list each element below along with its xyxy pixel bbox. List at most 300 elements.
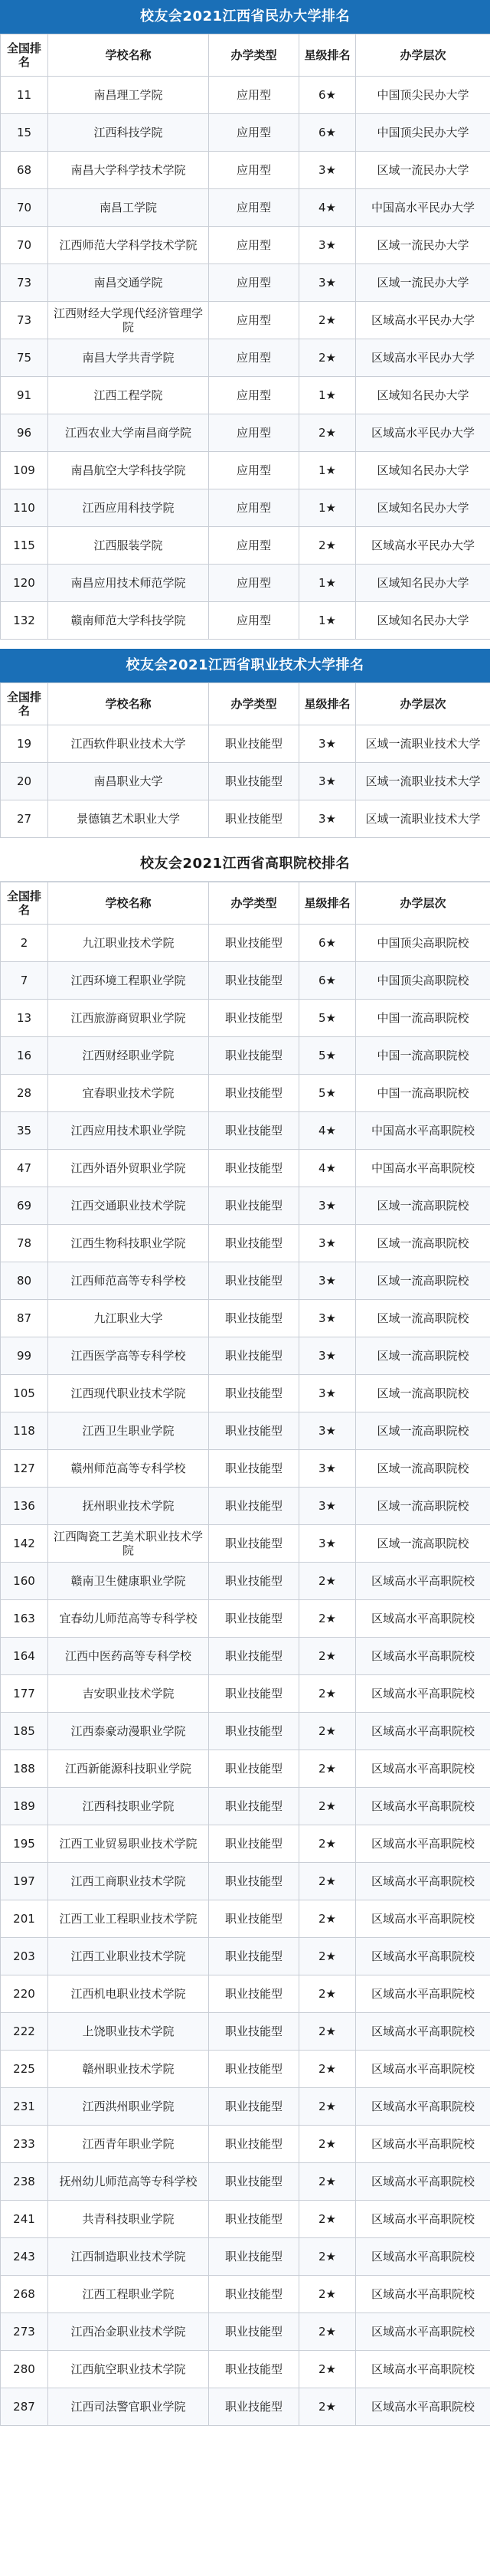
cell-type: 应用型: [209, 452, 299, 489]
header-rank: 全国排名: [1, 34, 48, 77]
cell-type: 职业技能型: [209, 2388, 299, 2426]
cell-school: 江西青年职业学院: [48, 2126, 209, 2163]
cell-level: 中国高水平高职院校: [356, 1150, 490, 1187]
cell-school: 宜春幼儿师范高等专科学校: [48, 1600, 209, 1638]
cell-rank: 115: [1, 527, 48, 565]
table-header-row: [1, 683, 490, 725]
cell-level: 中国顶尖民办大学: [356, 114, 490, 152]
cell-rank: 280: [1, 2351, 48, 2388]
cell-stars: 2★: [299, 2088, 356, 2126]
table-row: [1, 1375, 490, 1412]
cell-stars: 2★: [299, 1900, 356, 1938]
cell-type: 职业技能型: [209, 763, 299, 800]
cell-level: 区域知名民办大学: [356, 565, 490, 602]
cell-stars: 1★: [299, 602, 356, 640]
table-row: [1, 2238, 490, 2276]
cell-school: 江西陶瓷工艺美术职业技术学院: [48, 1525, 209, 1563]
cell-level: 区域一流高职院校: [356, 1262, 490, 1300]
table-row: [1, 2276, 490, 2313]
cell-type: 职业技能型: [209, 1863, 299, 1900]
table-row: [1, 1337, 490, 1375]
cell-stars: 3★: [299, 800, 356, 838]
cell-level: 区域高水平高职院校: [356, 2051, 490, 2088]
cell-rank: 16: [1, 1037, 48, 1075]
private-university-table: [0, 34, 490, 640]
cell-rank: 96: [1, 414, 48, 452]
cell-rank: 127: [1, 1450, 48, 1488]
cell-type: 职业技能型: [209, 1525, 299, 1563]
table-row: [1, 377, 490, 414]
cell-stars: 3★: [299, 1187, 356, 1225]
cell-rank: 241: [1, 2201, 48, 2238]
cell-level: 区域高水平高职院校: [356, 1975, 490, 2013]
cell-rank: 47: [1, 1150, 48, 1187]
cell-school: 江西应用技术职业学院: [48, 1112, 209, 1150]
cell-rank: 73: [1, 302, 48, 339]
cell-rank: 80: [1, 1262, 48, 1300]
cell-school: 江西财经大学现代经济管理学院: [48, 302, 209, 339]
cell-stars: 2★: [299, 2013, 356, 2051]
cell-school: 江西工商职业技术学院: [48, 1863, 209, 1900]
cell-stars: 2★: [299, 1863, 356, 1900]
cell-rank: 120: [1, 565, 48, 602]
cell-level: 区域一流高职院校: [356, 1225, 490, 1262]
cell-type: 职业技能型: [209, 1375, 299, 1412]
cell-level: 区域一流民办大学: [356, 227, 490, 264]
cell-type: 职业技能型: [209, 1337, 299, 1375]
table-row: [1, 189, 490, 227]
cell-rank: 75: [1, 339, 48, 377]
cell-school: 赣州师范高等专科学校: [48, 1450, 209, 1488]
cell-stars: 2★: [299, 2201, 356, 2238]
cell-school: 江西生物科技职业学院: [48, 1225, 209, 1262]
cell-rank: 105: [1, 1375, 48, 1412]
table-row: [1, 1713, 490, 1750]
cell-school: 江西工业工程职业技术学院: [48, 1900, 209, 1938]
cell-type: 应用型: [209, 77, 299, 114]
cell-level: 中国高水平高职院校: [356, 1112, 490, 1150]
table-row: [1, 1900, 490, 1938]
cell-type: 职业技能型: [209, 1412, 299, 1450]
cell-rank: 87: [1, 1300, 48, 1337]
cell-rank: 233: [1, 2126, 48, 2163]
cell-rank: 142: [1, 1525, 48, 1563]
cell-level: 区域高水平高职院校: [356, 1600, 490, 1638]
higher-vocational-section: [0, 847, 490, 2426]
table-row: [1, 1825, 490, 1863]
cell-level: 区域一流高职院校: [356, 1488, 490, 1525]
vocational-university-table: [0, 682, 490, 838]
cell-school: 江西工程学院: [48, 377, 209, 414]
header-rank: 全国排名: [1, 882, 48, 925]
cell-type: 职业技能型: [209, 1938, 299, 1975]
cell-rank: 69: [1, 1187, 48, 1225]
cell-type: 职业技能型: [209, 925, 299, 962]
cell-type: 职业技能型: [209, 2238, 299, 2276]
table-row: [1, 962, 490, 1000]
cell-stars: 4★: [299, 189, 356, 227]
cell-school: 宜春职业技术学院: [48, 1075, 209, 1112]
cell-school: 江西外语外贸职业学院: [48, 1150, 209, 1187]
cell-level: 区域高水平高职院校: [356, 1563, 490, 1600]
cell-stars: 1★: [299, 377, 356, 414]
table-row: [1, 414, 490, 452]
cell-stars: 1★: [299, 452, 356, 489]
cell-type: 职业技能型: [209, 2013, 299, 2051]
cell-stars: 2★: [299, 1750, 356, 1788]
table-row: [1, 1225, 490, 1262]
cell-type: 应用型: [209, 152, 299, 189]
cell-stars: 3★: [299, 1337, 356, 1375]
cell-rank: 27: [1, 800, 48, 838]
cell-level: 区域一流高职院校: [356, 1187, 490, 1225]
cell-type: 职业技能型: [209, 1825, 299, 1863]
cell-school: 共青科技职业学院: [48, 2201, 209, 2238]
cell-school: 江西软件职业技术大学: [48, 725, 209, 763]
table-header-row: [1, 34, 490, 77]
cell-type: 职业技能型: [209, 1750, 299, 1788]
cell-stars: 3★: [299, 1525, 356, 1563]
cell-rank: 109: [1, 452, 48, 489]
cell-type: 应用型: [209, 227, 299, 264]
cell-level: 区域高水平高职院校: [356, 2013, 490, 2051]
cell-type: 职业技能型: [209, 2126, 299, 2163]
table-row: [1, 1488, 490, 1525]
vocational-university-title: 校友会2021江西省职业技术大学排名: [0, 649, 490, 682]
cell-level: 区域一流职业技术大学: [356, 800, 490, 838]
cell-rank: 243: [1, 2238, 48, 2276]
cell-type: 职业技能型: [209, 1975, 299, 2013]
higher-vocational-table: [0, 882, 490, 2426]
cell-school: 江西科技职业学院: [48, 1788, 209, 1825]
table-row: [1, 2088, 490, 2126]
table-row: [1, 1938, 490, 1975]
cell-rank: 110: [1, 489, 48, 527]
header-school: 学校名称: [48, 882, 209, 925]
table-row: [1, 1112, 490, 1150]
cell-stars: 5★: [299, 1000, 356, 1037]
table-row: [1, 1600, 490, 1638]
cell-school: 南昌大学共青学院: [48, 339, 209, 377]
cell-rank: 189: [1, 1788, 48, 1825]
cell-type: 职业技能型: [209, 1262, 299, 1300]
cell-school: 南昌工学院: [48, 189, 209, 227]
cell-stars: 3★: [299, 1300, 356, 1337]
cell-rank: 19: [1, 725, 48, 763]
cell-rank: 220: [1, 1975, 48, 2013]
cell-type: 职业技能型: [209, 962, 299, 1000]
cell-rank: 20: [1, 763, 48, 800]
cell-school: 九江职业技术学院: [48, 925, 209, 962]
table-row: [1, 1412, 490, 1450]
cell-level: 区域高水平高职院校: [356, 1713, 490, 1750]
cell-rank: 268: [1, 2276, 48, 2313]
cell-stars: 2★: [299, 1638, 356, 1675]
cell-rank: 118: [1, 1412, 48, 1450]
cell-type: 职业技能型: [209, 1713, 299, 1750]
cell-stars: 3★: [299, 1225, 356, 1262]
cell-school: 南昌大学科学技术学院: [48, 152, 209, 189]
cell-rank: 164: [1, 1638, 48, 1675]
cell-stars: 2★: [299, 2313, 356, 2351]
cell-type: 职业技能型: [209, 1037, 299, 1075]
cell-stars: 2★: [299, 1825, 356, 1863]
cell-stars: 3★: [299, 1488, 356, 1525]
cell-level: 区域高水平高职院校: [356, 1863, 490, 1900]
cell-type: 应用型: [209, 565, 299, 602]
cell-rank: 70: [1, 227, 48, 264]
cell-school: 江西现代职业技术学院: [48, 1375, 209, 1412]
cell-stars: 2★: [299, 1675, 356, 1713]
cell-school: 江西工业职业技术学院: [48, 1938, 209, 1975]
table-row: [1, 1075, 490, 1112]
cell-type: 职业技能型: [209, 1225, 299, 1262]
vocational-university-rows: [1, 725, 490, 838]
cell-school: 江西泰豪动漫职业学院: [48, 1713, 209, 1750]
cell-rank: 15: [1, 114, 48, 152]
cell-rank: 231: [1, 2088, 48, 2126]
cell-stars: 3★: [299, 1412, 356, 1450]
cell-stars: 3★: [299, 264, 356, 302]
cell-rank: 11: [1, 77, 48, 114]
table-row: [1, 2201, 490, 2238]
cell-rank: 195: [1, 1825, 48, 1863]
cell-school: 江西交通职业技术学院: [48, 1187, 209, 1225]
cell-level: 区域高水平高职院校: [356, 2126, 490, 2163]
table-row: [1, 1037, 490, 1075]
cell-school: 江西农业大学南昌商学院: [48, 414, 209, 452]
cell-stars: 2★: [299, 1975, 356, 2013]
cell-school: 南昌应用技术师范学院: [48, 565, 209, 602]
table-row: [1, 1150, 490, 1187]
cell-type: 应用型: [209, 189, 299, 227]
cell-stars: 6★: [299, 925, 356, 962]
table-row: [1, 77, 490, 114]
table-header-row: [1, 882, 490, 925]
cell-stars: 2★: [299, 1600, 356, 1638]
table-row: [1, 2351, 490, 2388]
cell-type: 应用型: [209, 302, 299, 339]
cell-school: 抚州幼儿师范高等专科学校: [48, 2163, 209, 2201]
cell-level: 区域知名民办大学: [356, 489, 490, 527]
cell-level: 区域高水平高职院校: [356, 2201, 490, 2238]
cell-type: 职业技能型: [209, 2088, 299, 2126]
cell-level: 区域一流高职院校: [356, 1337, 490, 1375]
cell-type: 职业技能型: [209, 2051, 299, 2088]
cell-rank: 177: [1, 1675, 48, 1713]
header-type: 办学类型: [209, 683, 299, 725]
table-row: [1, 152, 490, 189]
cell-rank: 203: [1, 1938, 48, 1975]
cell-level: 区域一流民办大学: [356, 264, 490, 302]
cell-level: 区域高水平高职院校: [356, 2163, 490, 2201]
cell-type: 应用型: [209, 602, 299, 640]
cell-type: 职业技能型: [209, 2351, 299, 2388]
table-row: [1, 800, 490, 838]
cell-school: 江西卫生职业学院: [48, 1412, 209, 1450]
cell-rank: 68: [1, 152, 48, 189]
header-stars: 星级排名: [299, 882, 356, 925]
private-university-rows: [1, 77, 490, 640]
cell-rank: 222: [1, 2013, 48, 2051]
cell-stars: 3★: [299, 152, 356, 189]
cell-school: 景德镇艺术职业大学: [48, 800, 209, 838]
cell-level: 区域一流民办大学: [356, 152, 490, 189]
cell-type: 职业技能型: [209, 1150, 299, 1187]
cell-school: 上饶职业技术学院: [48, 2013, 209, 2051]
header-school: 学校名称: [48, 34, 209, 77]
cell-level: 中国顶尖高职院校: [356, 962, 490, 1000]
cell-level: 中国高水平民办大学: [356, 189, 490, 227]
cell-rank: 201: [1, 1900, 48, 1938]
cell-level: 区域知名民办大学: [356, 452, 490, 489]
table-row: [1, 2313, 490, 2351]
cell-type: 应用型: [209, 489, 299, 527]
cell-rank: 287: [1, 2388, 48, 2426]
cell-level: 区域一流高职院校: [356, 1375, 490, 1412]
cell-school: 江西中医药高等专科学校: [48, 1638, 209, 1675]
cell-rank: 91: [1, 377, 48, 414]
table-row: [1, 1187, 490, 1225]
cell-school: 九江职业大学: [48, 1300, 209, 1337]
table-row: [1, 1563, 490, 1600]
cell-level: 区域知名民办大学: [356, 602, 490, 640]
cell-level: 区域高水平高职院校: [356, 2351, 490, 2388]
table-row: [1, 264, 490, 302]
cell-school: 南昌交通学院: [48, 264, 209, 302]
higher-vocational-title: 校友会2021江西省高职院校排名: [0, 847, 490, 882]
cell-type: 职业技能型: [209, 1675, 299, 1713]
table-row: [1, 1525, 490, 1563]
table-row: [1, 2163, 490, 2201]
cell-type: 职业技能型: [209, 1488, 299, 1525]
cell-type: 职业技能型: [209, 725, 299, 763]
table-row: [1, 339, 490, 377]
cell-level: 中国顶尖民办大学: [356, 77, 490, 114]
cell-school: 江西工业贸易职业技术学院: [48, 1825, 209, 1863]
cell-stars: 6★: [299, 114, 356, 152]
cell-type: 职业技能型: [209, 1563, 299, 1600]
cell-level: 区域高水平高职院校: [356, 1638, 490, 1675]
cell-school: 江西财经职业学院: [48, 1037, 209, 1075]
cell-type: 职业技能型: [209, 1900, 299, 1938]
cell-rank: 28: [1, 1075, 48, 1112]
cell-stars: 2★: [299, 2163, 356, 2201]
cell-rank: 238: [1, 2163, 48, 2201]
table-row: [1, 1675, 490, 1713]
table-row: [1, 1975, 490, 2013]
cell-type: 职业技能型: [209, 1450, 299, 1488]
cell-rank: 136: [1, 1488, 48, 1525]
cell-school: 江西师范高等专科学校: [48, 1262, 209, 1300]
cell-level: 区域一流职业技术大学: [356, 763, 490, 800]
table-row: [1, 1000, 490, 1037]
cell-rank: 13: [1, 1000, 48, 1037]
cell-school: 江西科技学院: [48, 114, 209, 152]
cell-level: 区域高水平高职院校: [356, 1788, 490, 1825]
cell-rank: 35: [1, 1112, 48, 1150]
private-university-section: [0, 0, 490, 640]
cell-school: 江西洪州职业学院: [48, 2088, 209, 2126]
cell-type: 职业技能型: [209, 1075, 299, 1112]
table-row: [1, 1863, 490, 1900]
table-row: [1, 763, 490, 800]
table-row: [1, 114, 490, 152]
table-row: [1, 2388, 490, 2426]
header-stars: 星级排名: [299, 34, 356, 77]
cell-stars: 2★: [299, 1938, 356, 1975]
cell-school: 江西环境工程职业学院: [48, 962, 209, 1000]
cell-type: 应用型: [209, 114, 299, 152]
table-row: [1, 1750, 490, 1788]
table-row: [1, 527, 490, 565]
cell-stars: 2★: [299, 339, 356, 377]
cell-level: 区域一流高职院校: [356, 1412, 490, 1450]
cell-rank: 2: [1, 925, 48, 962]
cell-level: 区域一流高职院校: [356, 1450, 490, 1488]
cell-type: 职业技能型: [209, 2313, 299, 2351]
cell-level: 区域高水平高职院校: [356, 2238, 490, 2276]
cell-school: 江西制造职业技术学院: [48, 2238, 209, 2276]
table-row: [1, 1450, 490, 1488]
table-row: [1, 1300, 490, 1337]
cell-school: 南昌理工学院: [48, 77, 209, 114]
cell-type: 应用型: [209, 414, 299, 452]
cell-stars: 2★: [299, 2238, 356, 2276]
cell-level: 区域高水平高职院校: [356, 1750, 490, 1788]
cell-type: 职业技能型: [209, 1788, 299, 1825]
cell-level: 中国一流高职院校: [356, 1000, 490, 1037]
cell-level: 区域高水平高职院校: [356, 1938, 490, 1975]
header-type: 办学类型: [209, 34, 299, 77]
header-level: 办学层次: [356, 882, 490, 925]
cell-school: 南昌航空大学科技学院: [48, 452, 209, 489]
cell-stars: 2★: [299, 2051, 356, 2088]
cell-level: 区域高水平高职院校: [356, 2276, 490, 2313]
cell-stars: 6★: [299, 77, 356, 114]
cell-school: 南昌职业大学: [48, 763, 209, 800]
cell-stars: 2★: [299, 2126, 356, 2163]
cell-level: 区域高水平高职院校: [356, 1900, 490, 1938]
header-stars: 星级排名: [299, 683, 356, 725]
table-row: [1, 489, 490, 527]
cell-school: 江西师范大学科学技术学院: [48, 227, 209, 264]
cell-stars: 2★: [299, 2388, 356, 2426]
cell-stars: 2★: [299, 1563, 356, 1600]
cell-stars: 5★: [299, 1037, 356, 1075]
cell-stars: 5★: [299, 1075, 356, 1112]
cell-stars: 3★: [299, 1375, 356, 1412]
cell-school: 江西冶金职业技术学院: [48, 2313, 209, 2351]
cell-school: 赣南师范大学科技学院: [48, 602, 209, 640]
cell-level: 区域高水平高职院校: [356, 1825, 490, 1863]
cell-stars: 2★: [299, 1788, 356, 1825]
cell-stars: 6★: [299, 962, 356, 1000]
cell-stars: 2★: [299, 302, 356, 339]
cell-level: 区域高水平高职院校: [356, 2388, 490, 2426]
cell-stars: 4★: [299, 1150, 356, 1187]
cell-school: 江西司法警官职业学院: [48, 2388, 209, 2426]
cell-school: 江西旅游商贸职业学院: [48, 1000, 209, 1037]
cell-rank: 99: [1, 1337, 48, 1375]
cell-stars: 3★: [299, 1262, 356, 1300]
cell-stars: 1★: [299, 489, 356, 527]
table-row: [1, 2126, 490, 2163]
cell-rank: 78: [1, 1225, 48, 1262]
cell-stars: 2★: [299, 1713, 356, 1750]
table-row: [1, 227, 490, 264]
table-row: [1, 565, 490, 602]
